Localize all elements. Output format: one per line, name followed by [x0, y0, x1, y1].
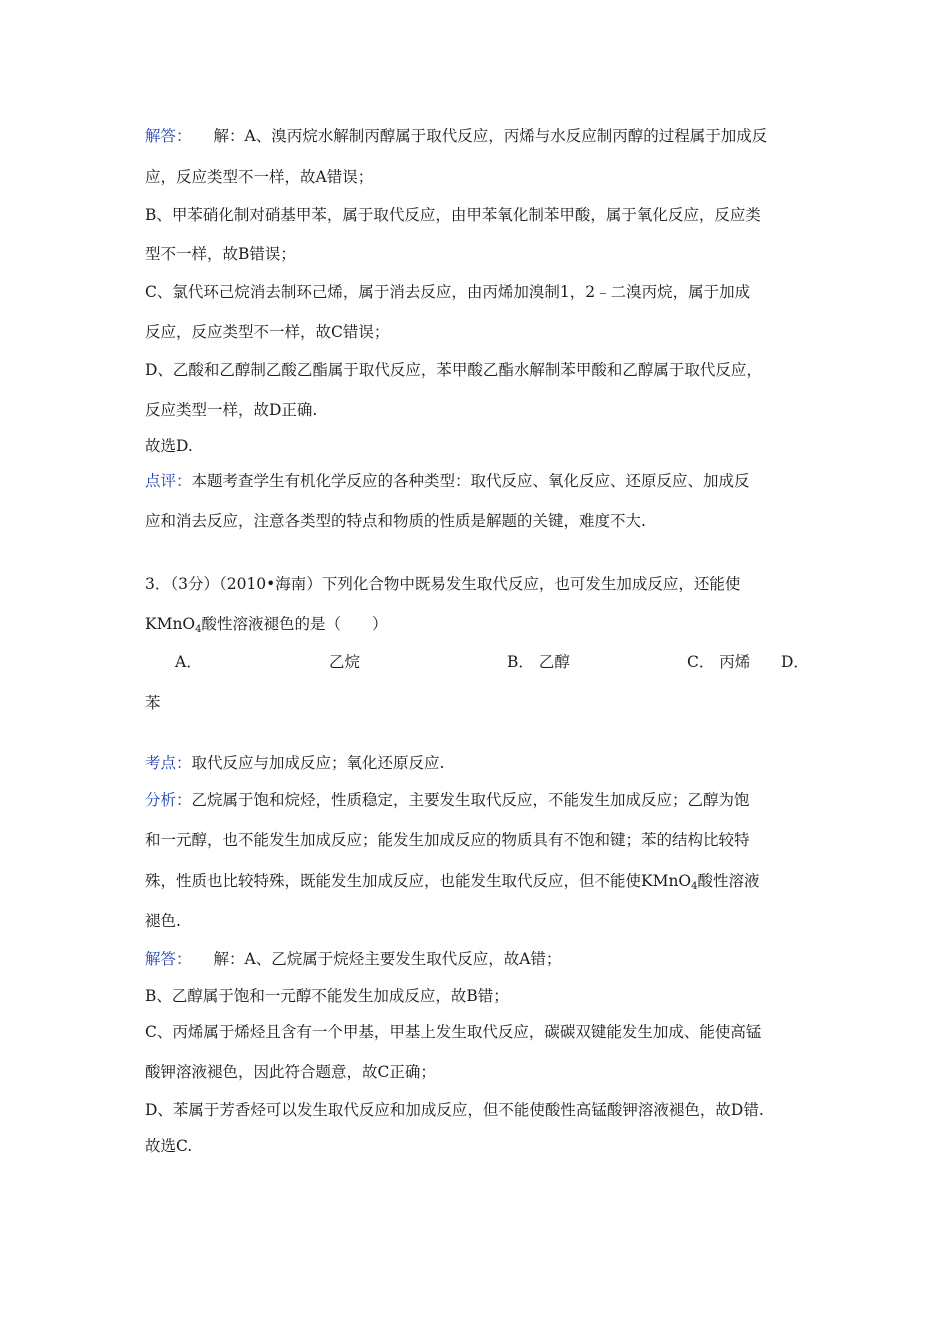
option-a-letter: A． [175, 653, 202, 671]
q2-comment-line-2: 应和消去反应，注意各类型的特点和物质的性质是解题的关键，难度不大. [145, 512, 646, 530]
answer-label: 解答： [145, 127, 192, 145]
q2-answer-line-7: D、乙酸和乙醇制乙酸乙酯属于取代反应，苯甲酸乙酯水解制苯甲酸和乙醇属于取代反应， [145, 361, 762, 379]
analysis-line3-tail: 酸性溶液 [697, 872, 760, 890]
q3-answer-line-6: 故选C. [145, 1137, 193, 1155]
formula-subscript: 4 [691, 881, 698, 892]
q2-answer-line-2: 应，反应类型不一样，故A错误； [145, 168, 374, 186]
answer-intro: 解： [213, 127, 245, 145]
option-c: C． 丙烯 [687, 653, 751, 671]
point-text: 取代反应与加成反应；氧化还原反应. [191, 754, 445, 772]
q2-comment-line-1 [145, 471, 750, 491]
point-label: 考点： [145, 754, 192, 772]
q2-answer-line-4: 型不一样，故B错误； [145, 245, 296, 263]
q3-point-line [145, 753, 444, 773]
answer-intro: 解： [213, 950, 245, 968]
q3-analysis-line-4: 褪色. [145, 912, 181, 930]
comment-text: 本题考查学生有机化学反应的各种类型：取代反应、氧化反应、还原反应、加成反 [191, 472, 750, 490]
q3-analysis-line-2: 和一元醇，也不能发生加成反应；能发生加成反应的物质具有不饱和键；苯的结构比较特 [145, 831, 750, 849]
q3-answer-line-2: B、乙醇属于饱和一元醇不能发生加成反应，故B错； [145, 987, 509, 1005]
q2-answer-line-6: 反应，反应类型不一样，故C错误； [145, 323, 390, 341]
answer-label: 解答： [145, 950, 192, 968]
q3-stem-line-1: 3．（3分）（2010•海南）下列化合物中既易发生取代反应，也可发生加成反应，还能使 [145, 575, 741, 593]
formula-kmno4: KMnO [145, 615, 196, 633]
q3-stem-line-2 [145, 614, 388, 634]
comment-label: 点评： [145, 472, 192, 490]
q2-answer-line-8: 反应类型一样，故D正确. [145, 401, 318, 419]
q2-answer-line-1 [145, 126, 767, 146]
analysis-text: 乙烷属于饱和烷烃，性质稳定，主要发生取代反应，不能发生加成反应；乙醇为饱 [191, 791, 750, 809]
option-d-letter: D． [781, 653, 809, 671]
answer-text: A、乙烷属于烷烃主要发生取代反应，故A错； [244, 950, 562, 968]
q3-answer-line-4: 酸钾溶液褪色，因此符合题意，故C正确； [145, 1063, 436, 1081]
option-a-text: 乙烷 [329, 653, 361, 671]
q2-answer-line-3: B、甲苯硝化制对硝基甲苯，属于取代反应，由甲苯氧化制苯甲酸，属于氧化反应，反应类 [145, 206, 761, 224]
stem-rest: 酸性溶液褪色的是（ ） [201, 615, 388, 633]
q2-answer-line-5: C、氯代环己烷消去制环己烯，属于消去反应，由丙烯加溴制1，2﹣二溴丙烷，属于加成 [145, 283, 751, 301]
q3-analysis-line-1 [145, 790, 750, 810]
q3-answer-line-3: C、丙烯属于烯烃且含有一个甲基，甲基上发生取代反应，碳碳双键能发生加成、能使高锰 [145, 1023, 762, 1041]
analysis-label: 分析： [145, 791, 192, 809]
option-d-text: 苯 [145, 694, 161, 712]
q3-answer-line-1 [145, 949, 561, 969]
option-b: B． 乙醇 [507, 653, 570, 671]
q3-answer-line-5: D、苯属于芳香烃可以发生取代反应和加成反应，但不能使酸性高锰酸钾溶液褪色，故D错. [145, 1101, 764, 1119]
formula-subscript: 4 [195, 624, 202, 635]
q2-answer-line-9: 故选D. [145, 437, 193, 455]
answer-text: A、溴丙烷水解制丙醇属于取代反应，丙烯与水反应制丙醇的过程属于加成反 [244, 127, 768, 145]
q3-analysis-line-3 [145, 871, 760, 891]
analysis-line3-text: 殊，性质也比较特殊，既能发生加成反应，也能发生取代反应，但不能使KMnO [145, 872, 692, 890]
